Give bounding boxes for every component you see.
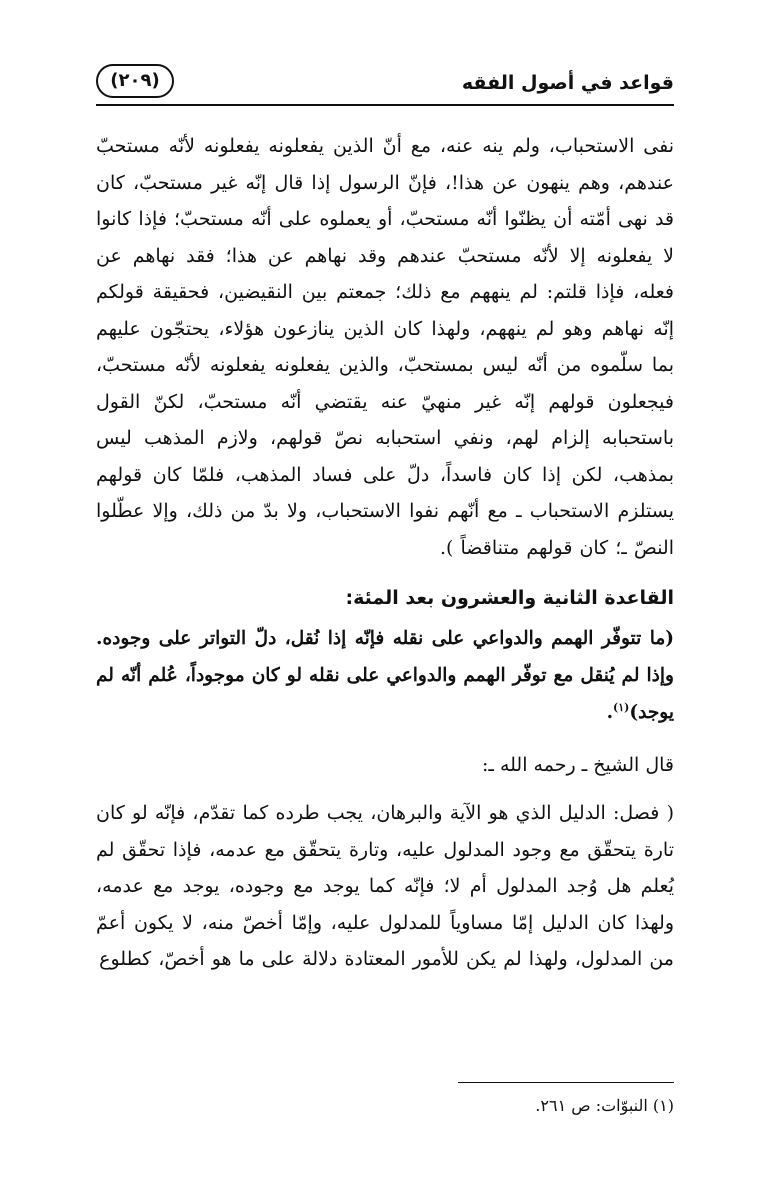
rule-statement — [96, 620, 674, 731]
footnote-marker: (١) — [613, 700, 630, 714]
paragraph-2: ( فصل: الدليل الذي هو الآية والبرهان، يجب طرده كما تقدّم، فإنّه لو كان تارة يتحقّق مع وجود المدلول عليه، وتارة يتحقّق مع عدمه، فإذا تحقّق لم يُعلم هل وُجد المدلول أم لا؛ فإنّه كما يوجد مع وجوده، يوجد مع عدمه، ولهذا كان الدليل إمّا مساوياً للمدلول عليه، وإمّا أخصّ منه، لا يكون أعمّ من المدلول، ولهذا لم يكن للأمور المعتادة دلالة على ما هو أخصّ، كطلوع — [96, 802, 674, 970]
section-heading: القاعدة الثانية والعشرون بعد المئة: — [345, 587, 674, 609]
attribution-line: قال الشيخ ـ رحمه الله ـ: — [481, 754, 674, 776]
footnote: (١) النبوّات: ص ٢٦١. — [535, 1096, 674, 1115]
paragraph-1: نفى الاستحباب، ولم ينه عنه، مع أنّ الذين يفعلونه يفعلونه لأنّه مستحبّ عندهم، وهم ينهون عن هذا!، فإنّ الرسول إذا قال إنّه غير مستحبّ، كان قد نهى أمّته أن يظنّوا أنّه مستحبّ، أو يعملوه على أنّه مستحبّ؛ فإذا كانوا لا يفعلونه إلا لأنّه مستحبّ عندهم وقد نهاهم عن هذا؛ فقد نهاهم عن فعله، فإذا قلتم: لم ينههم مع ذلك؛ جمعتم بين النقيضين، فحقيقة قولكم إنّه نهاهم وهو لم ينههم، ولهذا كان الذين ينازعون هؤلاء، يحتجّون عليهم بما سلّموه من أنّه ليس بمستحبّ، والذين يفعلونه يفعلونه لأنّه مستحبّ، فيجعلون قولهم إنّه غير منهيّ عنه يقتضي أنّه مستحبّ، لكنّ القول باستحبابه إلزام لهم، ونفي استحبابه نصّ قولهم، ولازم المذهب ليس بمذهب، لكن إذا كان فاسداً، دلّ على فساد المذهب، فلمّا كان قولهم يستلزم الاستحباب ـ مع أنّهم نفوا الاستحباب، ولا بدّ من ذلك، وإلا عطّلوا النصّ ـ؛ كان قولهم متناقضاً ). — [96, 135, 674, 559]
page-body — [96, 128, 674, 978]
rule-statement-text: (ما تتوفّر الهمم والدواعي على نقله فإنّه إذا نُقل، دلّ التواتر على وجوده. وإذا لم يُنقل مع توفّر الهمم والدواعي على نقله لو كان موجوداً، عُلم أنّه لم يوجد) — [96, 628, 674, 723]
footnote-rule — [458, 1082, 674, 1083]
running-title: قواعد في أصول الفقه — [461, 72, 674, 94]
rule-statement-end: . — [606, 702, 614, 723]
page-number: (٢٠٩) — [96, 64, 174, 98]
running-header — [96, 64, 674, 108]
header-rule — [96, 104, 674, 106]
